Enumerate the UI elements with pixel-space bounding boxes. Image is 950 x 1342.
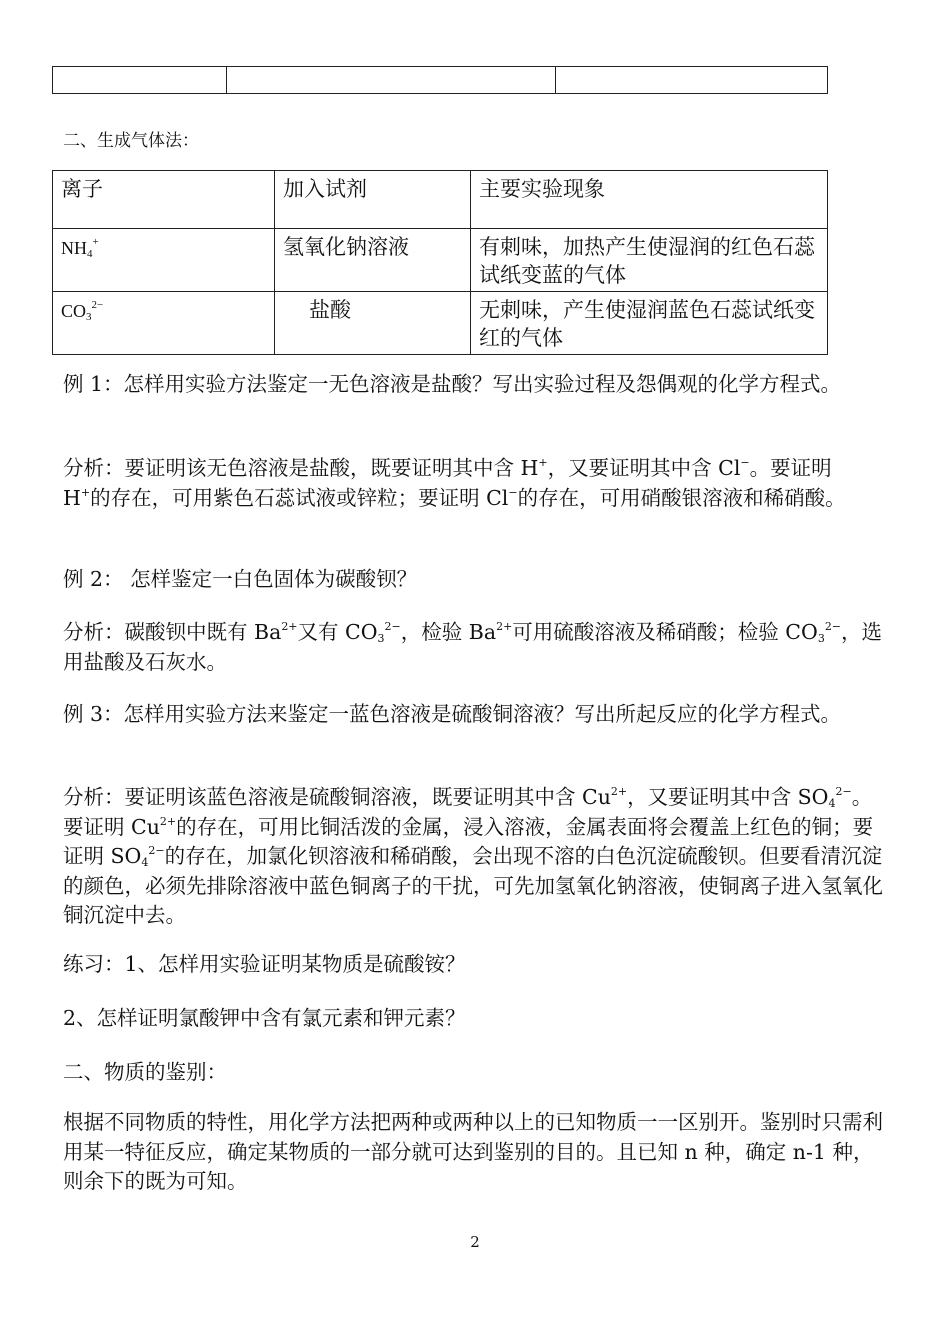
table-row <box>53 229 828 292</box>
superscript: + <box>538 456 548 469</box>
superscript: 2+ <box>496 620 513 633</box>
table-row <box>53 67 828 94</box>
ion-subscript: 4 <box>87 248 93 260</box>
text-run: 可用硫酸溶液及稀硝酸；检验 CO <box>512 620 818 644</box>
example-2-question: 例 2： 怎样鉴定一白色固体为碳酸钡？ <box>63 567 418 591</box>
ion-cell <box>53 292 275 355</box>
subscript: 4 <box>141 856 149 869</box>
ion-formula: NH <box>61 238 87 258</box>
ion-formula: CO <box>61 301 87 321</box>
superscript: 2− <box>824 620 842 633</box>
example-1-analysis <box>63 454 883 513</box>
reagent-cell: 氢氧化钠溶液 <box>275 229 471 292</box>
superscript: 2− <box>384 620 401 633</box>
table-cell <box>556 67 828 94</box>
superscript: + <box>80 485 91 499</box>
ion-charge: 2− <box>91 299 104 311</box>
text-run: ，又要证明其中含 Cl <box>547 456 741 480</box>
top-table <box>52 66 828 94</box>
ion-charge: + <box>92 236 99 248</box>
superscript: − <box>740 456 750 469</box>
example-2-analysis <box>63 618 883 677</box>
text-run: 的存在，可用硝酸银溶液和稀硝酸。 <box>517 485 846 510</box>
column-header-reagent: 加入试剂 <box>275 171 471 229</box>
example-3-analysis <box>63 783 883 931</box>
reagent-cell: 盐酸 <box>275 292 471 355</box>
text-run: 分析：要证明该无色溶液是盐酸，既要证明其中含 H <box>63 456 539 480</box>
section-heading-identify: 二、物质的鉴别： <box>63 1060 227 1084</box>
text-run: 。要证明 H <box>63 456 832 510</box>
section-identify-body: 根据不同物质的特性，用化学方法把两种或两种以上的已知物质一一区别开。鉴别时只需利用某一特征反应，确定某物质的一部分就可达到鉴别的目的。且已知 n 种，确定 n-1 种，则余下的既为可知。 <box>63 1110 883 1193</box>
text-run: ，选用盐酸及石灰水。 <box>63 620 883 674</box>
gas-method-table <box>52 170 828 355</box>
phenomenon-cell: 无刺味，产生使湿润蓝色石蕊试纸变红的气体 <box>471 292 828 355</box>
superscript: 2+ <box>281 620 298 633</box>
practice-question-2: 2、怎样证明氯酸钾中含有氯元素和钾元素？ <box>63 1006 466 1030</box>
example-1-question: 例 1：怎样用实验方法鉴定一无色溶液是盐酸？写出实验过程及怨偶观的化学方程式。 <box>63 372 842 396</box>
table-cell <box>53 67 227 94</box>
text-run: 的存在，可用紫色石蕊试液或锌粒；要证明 Cl <box>90 485 509 510</box>
column-header-ion: 离子 <box>53 171 275 229</box>
superscript: 2+ <box>610 785 628 798</box>
column-header-phenomenon: 主要实验现象 <box>471 171 828 229</box>
text-run: 。要证明 Cu <box>63 785 873 839</box>
subscript: 3 <box>817 632 825 645</box>
text-run: 分析：要证明该蓝色溶液是硫酸铜溶液，既要证明其中含 Cu <box>63 785 611 809</box>
table-header-row <box>53 171 828 229</box>
practice-question-1: 练习：1、怎样用实验证明某物质是硫酸铵？ <box>63 952 466 976</box>
section-heading-gas: 二、生成气体法： <box>63 131 199 151</box>
ion-subscript: 3 <box>86 311 92 323</box>
text-run: ，检验 Ba <box>400 620 497 644</box>
subscript: 3 <box>377 632 385 645</box>
text-run: 分析：碳酸钡中既有 Ba <box>63 620 282 644</box>
example-3-question: 例 3：怎样用实验方法来鉴定一蓝色溶液是硫酸铜溶液？写出所起反应的化学方程式。 <box>63 702 842 726</box>
phenomenon-cell: 有刺味，加热产生使湿润的红色石蕊试纸变蓝的气体 <box>471 229 828 292</box>
superscript: 2− <box>835 785 852 798</box>
text-run: 又有 CO <box>297 620 378 644</box>
superscript: − <box>508 485 518 499</box>
text-run: 的存在，加氯化钡溶液和稀硝酸，会出现不溶的白色沉淀硫酸钡。但要看清沉淀的颜色，必须先排除溶液中蓝色铜离子的干扰，可先加氢氧化钠溶液，使铜离子进入氢氧化铜沉淀中去。 <box>63 844 883 927</box>
ion-cell <box>53 229 275 292</box>
table-row <box>53 292 828 355</box>
superscript: 2− <box>148 844 165 857</box>
table-cell <box>227 67 556 94</box>
text-run: 的存在，可用比铜活泼的金属，浸入溶液，金属表面将会覆盖上红色的铜；要证明 SO <box>63 814 874 868</box>
subscript: 4 <box>828 797 836 810</box>
text-run: ，又要证明其中含 SO <box>627 785 829 809</box>
superscript: 2+ <box>159 814 177 828</box>
page-number: 2 <box>470 1233 480 1251</box>
